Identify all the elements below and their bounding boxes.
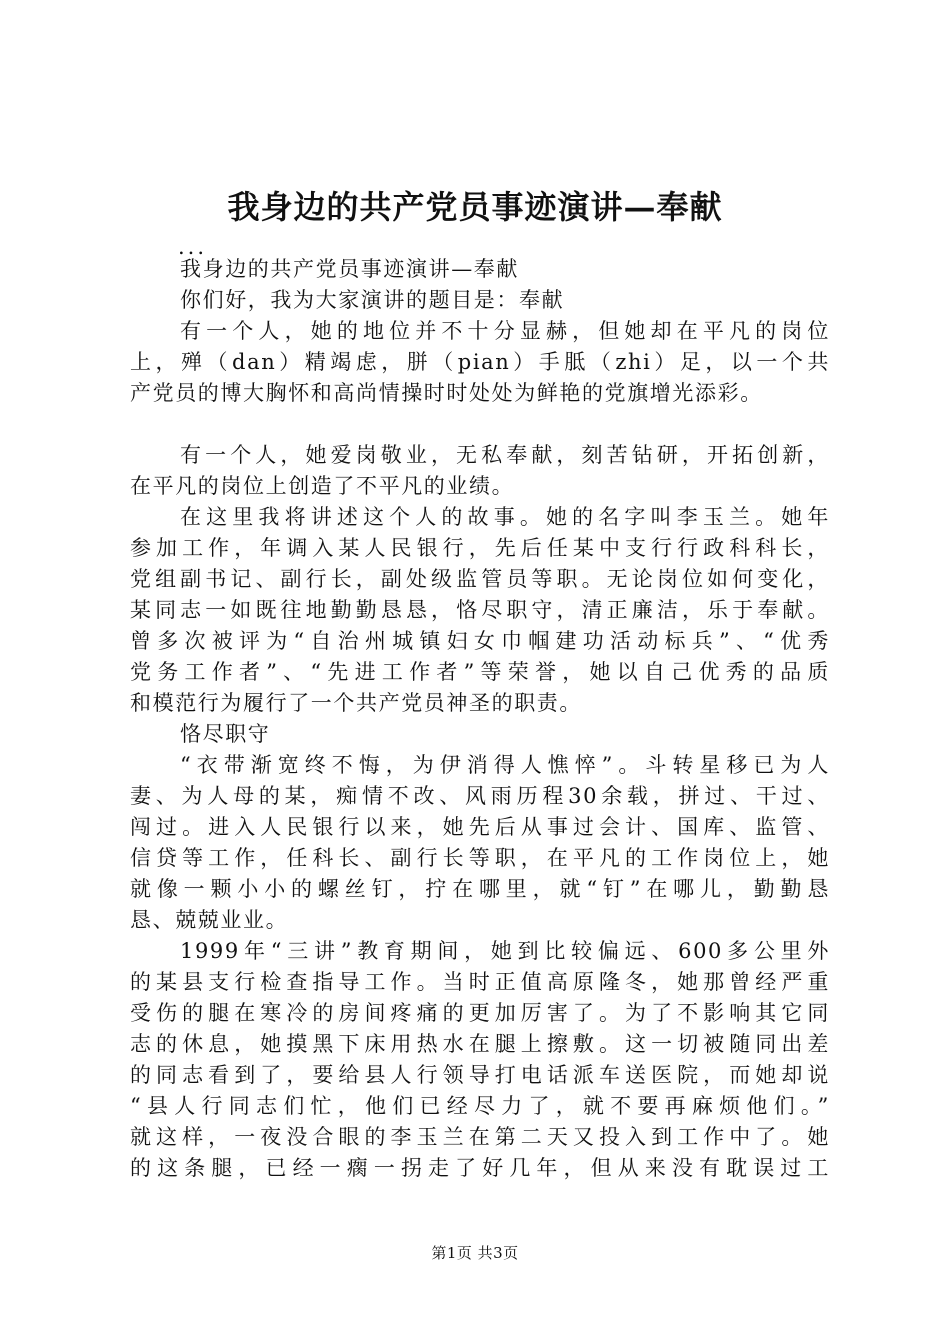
body-line: 我身边的共产党员事迹演讲—奉献 — [180, 257, 519, 281]
body-line: 你们好，我为大家演讲的题目是：奉献 — [180, 288, 565, 312]
body-line: 1999年“三讲”教育期间，她到比较偏远、600多公里外 — [180, 939, 830, 963]
body-line: 的某县支行检查指导工作。当时正值高原隆冬，她那曾经严重 — [130, 970, 830, 994]
body-line: 受伤的腿在寒冷的房间疼痛的更加厉害了。为了不影响其它同 — [130, 1001, 830, 1025]
body-line: 志的休息，她摸黑下床用热水在腿上擦敷。这一切被随同出差 — [130, 1032, 830, 1056]
paragraph-spacer — [130, 409, 830, 440]
body-line: 就这样，一夜没合眼的李玉兰在第二天又投入到工作中了。她 — [130, 1125, 830, 1149]
body-line: 上，殚（dan）精竭虑，胼（pian）手胝（zhi）足，以一个共 — [130, 350, 830, 374]
document-body — [130, 235, 830, 1184]
body-line: 党组副书记、副行长，副处级监管员等职。无论岗位如何变化， — [130, 567, 830, 591]
body-line: 参加工作，年调入某人民银行，先后任某中支行行政科科长， — [130, 536, 830, 560]
section-heading: 恪尽职守 — [180, 722, 271, 746]
document-title: 我身边的共产党员事迹演讲—奉献 — [227, 188, 723, 226]
body-line: 党务工作者”、“先进工作者”等荣誉，她以自己优秀的品质 — [130, 660, 830, 684]
body-line: 恳、兢兢业业。 — [130, 908, 289, 932]
body-line: 妻、为人母的某，痴情不改、风雨历程30余载，拼过、干过、 — [130, 784, 830, 808]
body-line: 和模范行为履行了一个共产党员神圣的职责。 — [130, 691, 582, 715]
body-line: 的同志看到了，要给县人行领导打电话派车送医院，而她却说 — [130, 1063, 830, 1087]
body-line: 信贷等工作，任科长、副行长等职，在平凡的工作岗位上，她 — [130, 846, 830, 870]
ellipsis-marker: ... — [178, 235, 208, 259]
body-line: 闯过。进入人民银行以来，她先后从事过会计、国库、监管、 — [130, 815, 830, 839]
body-line: 在这里我将讲述这个人的故事。她的名字叫李玉兰。她年 — [180, 505, 830, 529]
body-line: 产党员的博大胸怀和高尚情操时时处处为鲜艳的党旗增光添彩。 — [130, 381, 763, 405]
page-footer: 第1页 共3页 — [431, 1244, 519, 1262]
body-line: “县人行同志们忙，他们已经尽力了，就不要再麻烦他们。” — [130, 1094, 830, 1118]
body-line: 某同志一如既往地勤勤恳恳，恪尽职守，清正廉洁，乐于奉献。 — [130, 598, 830, 622]
body-line: 在平凡的岗位上创造了不平凡的业绩。 — [130, 474, 515, 498]
body-line: 的这条腿，已经一瘸一拐走了好几年，但从来没有耽误过工 — [130, 1156, 830, 1180]
body-line: 曾多次被评为“自治州城镇妇女巾帼建功活动标兵”、“优秀 — [130, 629, 830, 653]
body-line: 就像一颗小小的螺丝钉，拧在哪里，就“钉”在哪儿，勤勤恳 — [130, 877, 830, 901]
body-line: 有一个人，她爱岗敬业，无私奉献，刻苦钻研，开拓创新， — [180, 443, 830, 467]
body-line: 有一个人，她的地位并不十分显赫，但她却在平凡的岗位 — [180, 319, 830, 343]
body-line: “衣带渐宽终不悔，为伊消得人憔悴”。斗转星移已为人 — [180, 753, 830, 777]
